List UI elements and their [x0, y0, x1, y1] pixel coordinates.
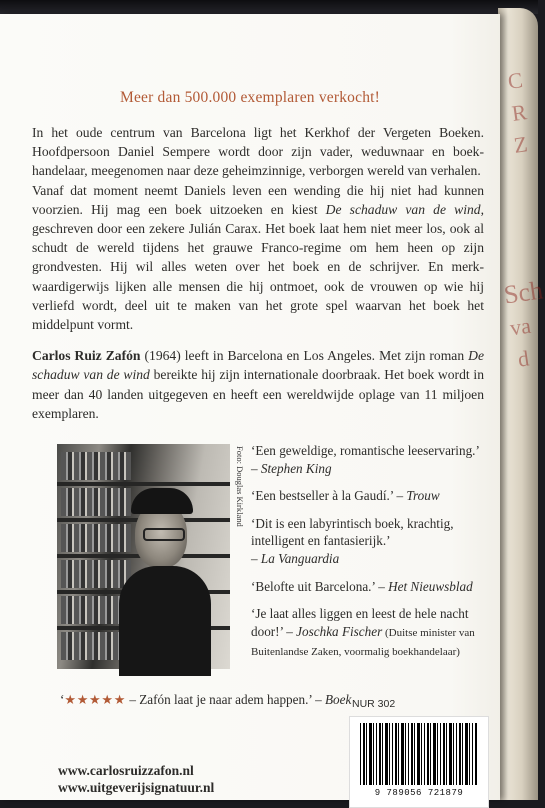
- quote-text: – Zafón laat je naar adem happen.’ –: [126, 692, 325, 707]
- bookshelf-books: [61, 524, 131, 552]
- author-photo: [57, 444, 230, 669]
- bookshelf-books: [61, 488, 131, 516]
- quote-text: ‘Een bestseller à la Gaudí.’: [251, 488, 394, 504]
- quote-source: Joschka Fischer: [296, 623, 383, 639]
- quote-dash: –: [374, 578, 389, 594]
- author-bio: [32, 346, 484, 423]
- quote-dash: –: [282, 623, 297, 639]
- author-glasses: [143, 528, 185, 541]
- quote-source: Het Nieuwsblad: [388, 578, 473, 594]
- barcode-icon: [360, 723, 478, 785]
- spine-ghost-text: Sch: [502, 275, 545, 310]
- quote-dash: –: [393, 488, 407, 504]
- book-top-edge: [0, 0, 538, 14]
- quote-dash: –: [251, 550, 261, 566]
- nur-code: NUR 302: [352, 698, 396, 710]
- star-rating-quote: [60, 692, 351, 708]
- quote-open: ‘: [60, 692, 65, 707]
- book-title-italic: De schaduw van de wind: [32, 348, 484, 383]
- quote-text: ‘Een geweldige, romantische leeservaring.’: [251, 443, 480, 458]
- spine-ghost-text: R: [510, 99, 529, 126]
- five-stars-icon: ★★★★★: [64, 692, 127, 707]
- author-website-link[interactable]: www.carlosruizzafon.nl: [58, 763, 194, 778]
- author-bio-text: (1964) leeft in Barcelona en Los Angeles. Met zijn roman: [140, 348, 469, 364]
- bookshelf-shelf: [57, 482, 230, 486]
- sales-tagline: Meer dan 500.000 exemplaren verkocht!: [119, 89, 381, 106]
- press-quote: [251, 515, 491, 568]
- website-links: [58, 762, 214, 796]
- quote-source: Trouw: [406, 488, 440, 504]
- synopsis: [32, 123, 484, 423]
- publisher-website-link[interactable]: www.uitgeverijsignatuur.nl: [58, 780, 215, 795]
- quote-text: ‘Belofte uit Barcelona.’: [251, 578, 375, 594]
- spine-ghost-text: va: [508, 312, 533, 341]
- photo-credit: Foto: Douglas Kirkland: [235, 446, 245, 527]
- synopsis-paragraph-1: In het oude centrum van Barcelona ligt het Kerkhof der Vergeten Boeken. Hoofdpersoon Daniel Sempere wordt door zijn vader, weduwnaar en boek-handelaar, meegenomen naar deze geheimzinnige, verborgen wereld van verhalen.: [32, 125, 484, 179]
- synopsis-text: Vanaf dat moment neemt Daniels leven een wending die hij niet had kunnen voorzien. Hij mag een boek uitzoeken en kiest: [32, 182, 484, 217]
- book-title-italic: De schaduw van de wind: [325, 201, 481, 217]
- spine-ghost-text: C: [506, 67, 525, 94]
- quote-source: Boek: [324, 692, 352, 707]
- bookshelf-books: [61, 560, 131, 588]
- spine-ghost-text: Z: [512, 131, 530, 158]
- author-body: [119, 566, 211, 676]
- synopsis-paragraph-2: [32, 181, 484, 335]
- spine-ghost-text: d: [516, 345, 531, 372]
- press-quotes: [251, 442, 491, 672]
- synopsis-text: , geschreven door een zekere Julián Carax. Het boek laat hem niet meer los, ook al schudt de wereld tijdens het grauwe Franco-regime om hem heen op zijn grondvesten. Hij wil alles weten over het boek en de schrijver. En merk-waardigerwijs lijken alle mensen die hij ontmoet, ook de vrouwen op wie hij verliefd wordt, deel uit te maken van het grote spel waarvan het boek het middelpunt vormt.: [32, 201, 485, 333]
- press-quote: [251, 605, 491, 662]
- author-bio-text: bereikte hij zijn internationale doorbraak. Het boek wordt in meer dan 40 landen uitgegeven en heeft een wereldwijde oplage van 11 miljoen exemplaren.: [32, 367, 485, 421]
- quote-source: Stephen King: [260, 460, 332, 476]
- isbn-digits: 9 789056 721879: [374, 788, 464, 798]
- quote-dash: –: [251, 460, 261, 476]
- isbn-barcode: [349, 716, 489, 808]
- quote-note: (Duitse minister van Buitenlandse Zaken, voormalig boekhandelaar): [251, 626, 475, 659]
- quote-source: La Vanguardia: [260, 550, 340, 566]
- book-spine: [498, 8, 545, 800]
- quote-text: ‘Dit is een labyrintisch boek, krachtig, intelligent en fantasierijk.’: [251, 515, 454, 549]
- author-name: Carlos Ruiz Zafón: [32, 348, 141, 364]
- quote-text: ‘Je laat alles liggen en leest de hele nacht door!’: [251, 606, 469, 639]
- author-cap: [131, 488, 193, 514]
- back-cover: [0, 14, 500, 800]
- press-quote: [251, 487, 491, 505]
- bookshelf-books: [61, 452, 131, 480]
- press-quote: [251, 578, 491, 596]
- press-quote: [251, 442, 491, 477]
